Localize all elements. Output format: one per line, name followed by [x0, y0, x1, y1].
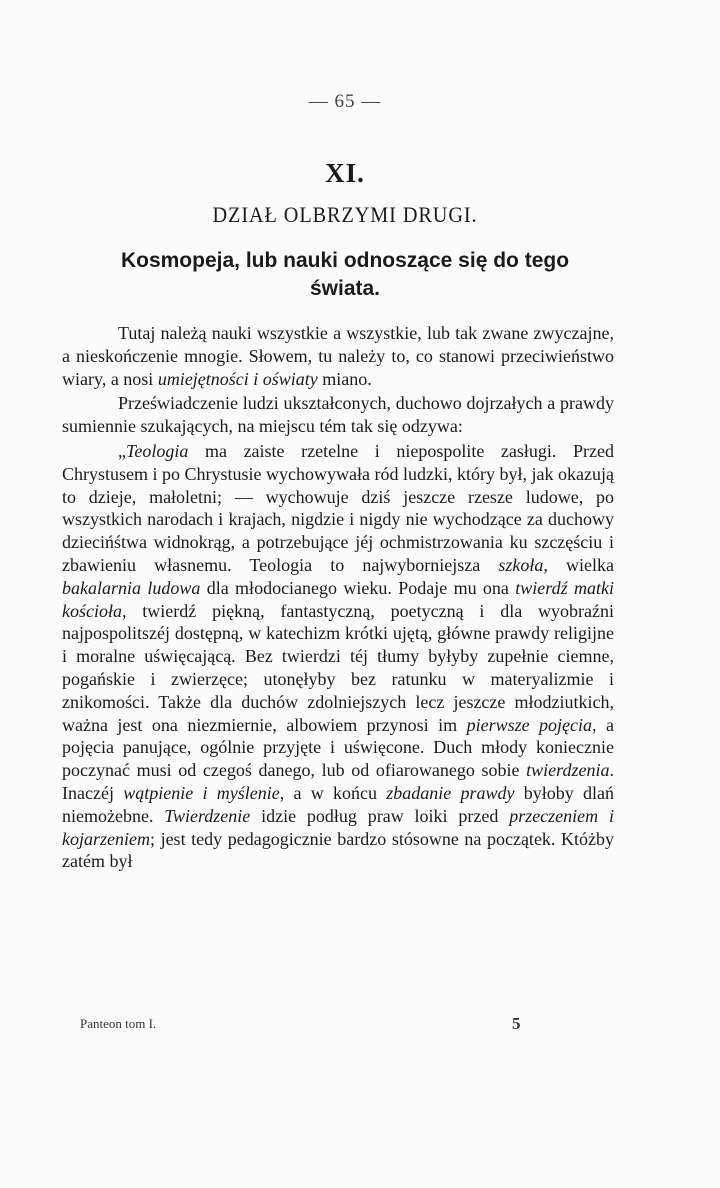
text-run: miano. — [317, 368, 372, 389]
italic-run: bakalarnia ludowa — [62, 577, 201, 598]
italic-run: umiejętności i oświaty — [157, 368, 318, 389]
text-run: „ — [118, 440, 126, 461]
italic-run: pierwsze pojęcia — [466, 714, 593, 735]
paragraph — [62, 322, 614, 390]
footer-signature: Panteon tom I. — [80, 1016, 157, 1031]
text-run: Tutaj należą nauki wszystkie a wszystkie, lub tak zwane zwyczajne, a nieskończenie mnogie. Słowem, tu należy to, co stanowi przeciwieństwo wiary, a nosi — [62, 323, 614, 389]
text-run: , twierdź piękną, fantastyczną, poetyczną i dla wyobraźni najpospolitszéj dostępną, w katechizm krótki ujętą, główne prawdy religijne i moralne uświęcającą. Bez twierdzi téj tłumy byłyby zupełnie ciemne, pogańskie i zwierzęce; utonęłyby bez ratunku w materyalizmie i znikomości. Także dla duchów zdolniejszych lecz jeszcze młodziutkich, ważna jest ona niezmiernie, albowiem przynosi im — [62, 600, 614, 735]
text-run: , wielka — [543, 554, 615, 575]
section-subtitle: Kosmopeja, lub nauki odnoszące się do tego świata. — [120, 249, 570, 300]
text-run: , a pojęcia panujące, ogólnie przyjęte i uświęcone. Duch młody koniecznie poczynać musi od czegoś danego, lub od ofiarowanego sobie — [62, 714, 614, 781]
footer-sheet-number: 5 — [512, 1014, 521, 1033]
body-text — [62, 322, 614, 873]
italic-run: wątpienie i myślenie — [123, 782, 280, 803]
text-run: ; jest tedy pedagogicznie bardzo stósowne na początek. Któżby zatém był — [62, 828, 614, 872]
italic-run: zbadanie prawdy — [386, 782, 515, 803]
text-run: byłoby dlań niemożebne. — [62, 782, 614, 826]
italic-run: przeczeniem i kojarzeniem — [62, 805, 614, 849]
italic-run: szkoła — [498, 554, 544, 575]
paragraph — [62, 440, 614, 873]
text-run: dla młodocianego wieku. Podaje mu ona — [200, 577, 516, 598]
italic-run: twierdź matki kościoła — [62, 577, 614, 621]
section-title: DZIAŁ OLBRZYMI DRUGI. — [212, 202, 478, 227]
paragraph — [62, 392, 614, 438]
chapter-number: XI. — [325, 158, 365, 188]
text-run: idzie podług praw loiki przed — [250, 805, 510, 826]
italic-run: twierdzenia — [526, 760, 610, 781]
text-run: Przeświadczenie ludzi ukształconych, duchowo dojrzałych a prawdy sumiennie szukających, na miejscu tém tak się odzywa: — [62, 393, 614, 437]
text-run: . Inaczéj — [62, 760, 614, 803]
page-number: — 65 — — [308, 91, 382, 112]
italic-run: Teologia — [126, 440, 189, 461]
text-run: , a w końcu — [279, 782, 387, 803]
text-run: ma zaiste rzetelne i niepospolite zasługi. Przed Chrystusem i po Chrystusie wychowywała ród ludzki, który był, jak okazują to dzieje, małoletni; — wychowuje dziś jeszcze rzesze ludowe, po wszystkich narodach i krajach, nigdzie i nigdy nie wychodzące za duchowy dziecińśtwa widnokrąg, a potrzebujące jéj ochmistrzowania ku szczęściu i zbawieniu własnemu. Teologia to najwyborniejsza — [62, 440, 614, 575]
italic-run: Twierdzenie — [164, 805, 251, 826]
